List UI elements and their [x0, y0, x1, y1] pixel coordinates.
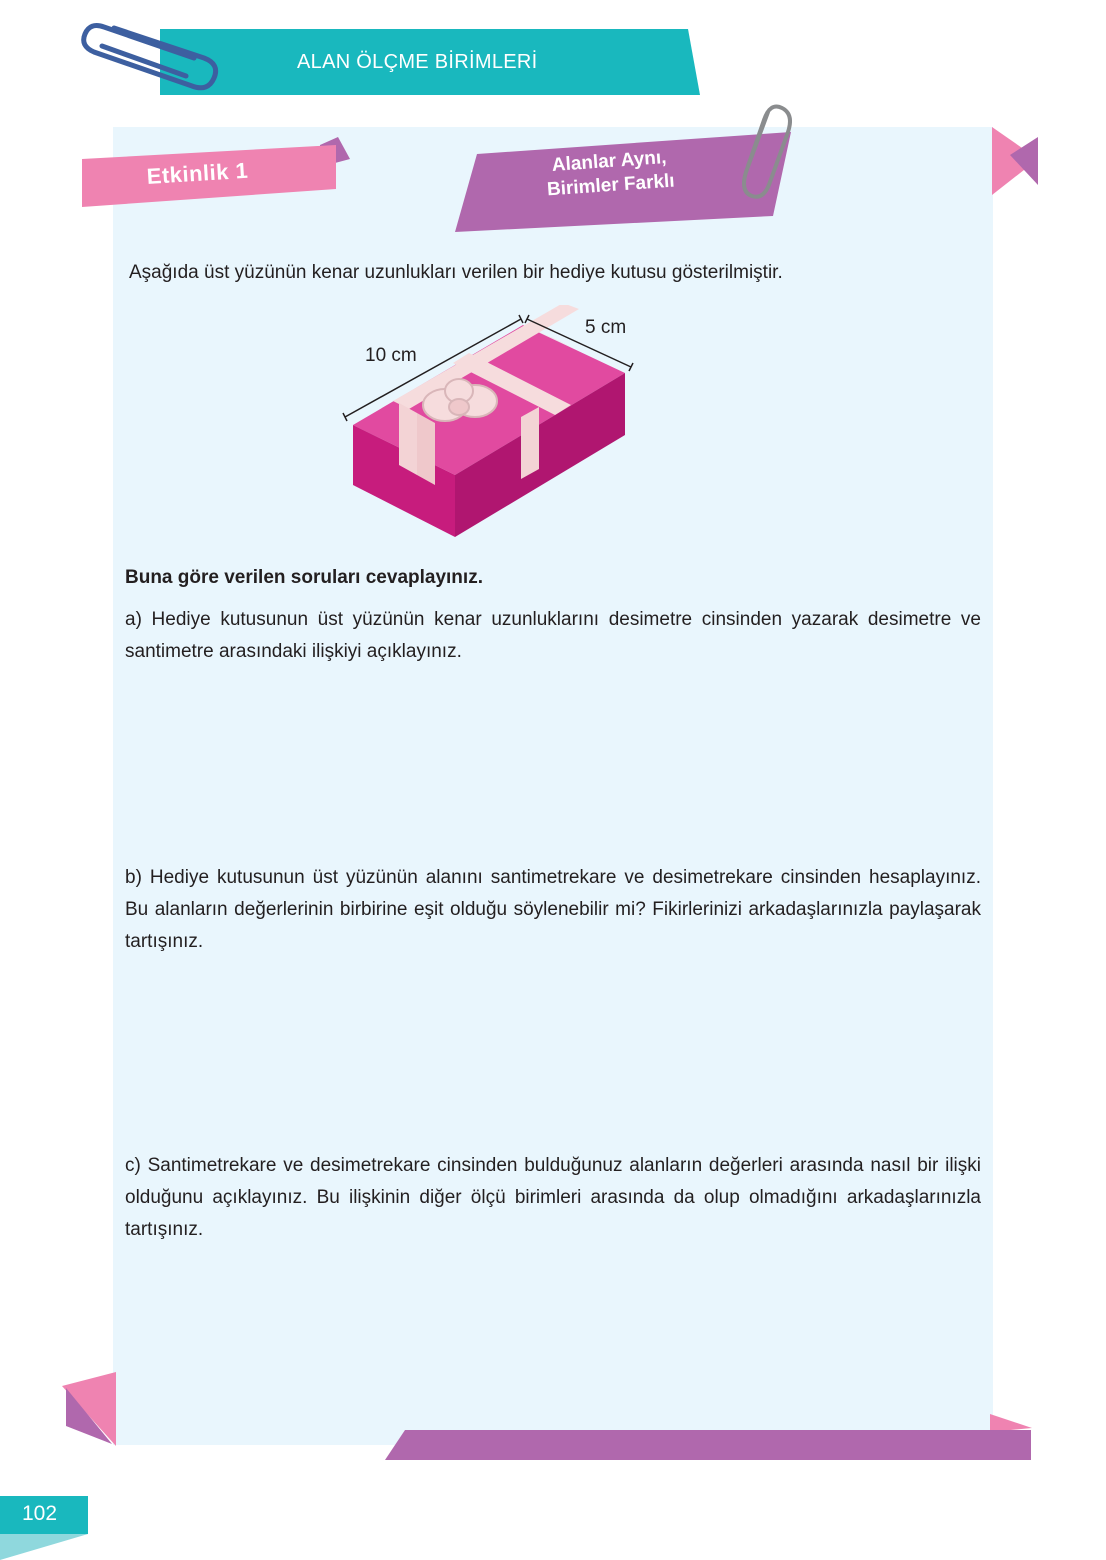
paperclip-icon: [728, 92, 792, 202]
activity-title-line2: Birimler Farklı: [546, 170, 676, 201]
paperclip-icon: [74, 20, 224, 100]
instruction-text: Buna göre verilen soruları cevaplayınız.: [125, 567, 483, 588]
width-label: 5 cm: [585, 317, 627, 338]
question-c: c) Santimetrekare ve desimetrekare cinsinden bulduğunuz alanların değerleri arasında nasıl bir ilişki olduğunu açıklayınız. Bu ilişkinin diğer ölçü birimleri arasında da olup olmadığını arkadaşlarınızla tartışınız.: [125, 1155, 981, 1240]
corner-fold-bottom-right: [990, 1414, 1032, 1432]
corner-fold-bottom-left: [62, 1372, 116, 1446]
length-label: 10 cm: [365, 345, 417, 366]
question-b: b) Hediye kutusunun üst yüzünün alanını santimetrekare ve desimetrekare cinsinden hesaplayınız. Bu alanların değerlerinin birbirine eşit olduğu söylenebilir mi? Fikirlerinizi arkadaşlarınızla paylaşarak tartışınız.: [125, 867, 981, 952]
page-number-tail: [0, 1534, 88, 1560]
gift-box-illustration: [335, 305, 655, 545]
activity-label: Etkinlik 1: [146, 157, 249, 189]
corner-fold-top-right: [990, 127, 1040, 197]
activity-title-line1: Alanlar Aynı,: [551, 147, 668, 177]
question-a: a) Hediye kutusunun üst yüzünün kenar uzunluklarını desimetre cinsinden yazarak desimetre ve santimetre arasındaki ilişkiyi açıklayınız.: [125, 609, 981, 662]
intro-text: Aşağıda üst yüzünün kenar uzunlukları verilen bir hediye kutusu gösterilmiştir.: [129, 262, 783, 283]
bottom-ribbon: [385, 1430, 1031, 1460]
chapter-title: ALAN ÖLÇME BİRİMLERİ: [297, 51, 538, 73]
page-number: 102: [22, 1502, 58, 1525]
